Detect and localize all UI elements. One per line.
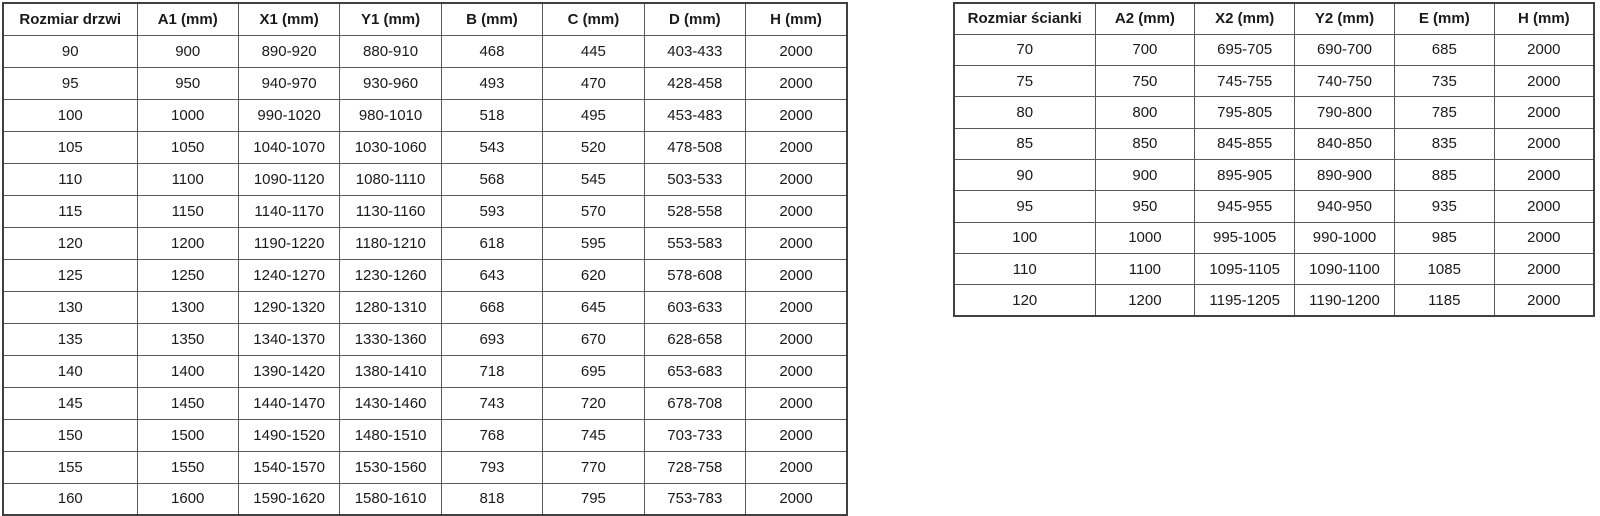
table-cell: 120 <box>954 285 1095 316</box>
table-cell: 1090-1120 <box>238 163 339 195</box>
table-cell: 140 <box>3 355 137 387</box>
table-cell: 930-960 <box>340 67 441 99</box>
table-cell: 840-850 <box>1295 128 1395 159</box>
table-cell: 1580-1610 <box>340 483 441 515</box>
table-cell: 110 <box>3 163 137 195</box>
table-row <box>3 35 847 67</box>
table-cell: 570 <box>543 195 644 227</box>
table-row <box>3 163 847 195</box>
table-cell: 990-1000 <box>1295 222 1395 253</box>
column-header: X2 (mm) <box>1195 3 1295 34</box>
table-cell: 620 <box>543 259 644 291</box>
table-cell: 1030-1060 <box>340 131 441 163</box>
table-row <box>3 259 847 291</box>
table-cell: 95 <box>3 67 137 99</box>
table-cell: 85 <box>954 128 1095 159</box>
table-cell: 745-755 <box>1195 66 1295 97</box>
table-row <box>954 128 1594 159</box>
table-cell: 1480-1510 <box>340 419 441 451</box>
table-cell: 403-433 <box>644 35 745 67</box>
table-cell: 950 <box>1095 191 1195 222</box>
table-cell: 1240-1270 <box>238 259 339 291</box>
column-header: X1 (mm) <box>238 3 339 35</box>
table-cell: 740-750 <box>1295 66 1395 97</box>
table-cell: 695 <box>543 355 644 387</box>
table-cell: 2000 <box>746 259 847 291</box>
table-cell: 850 <box>1095 128 1195 159</box>
table-cell: 1000 <box>1095 222 1195 253</box>
table-cell: 835 <box>1394 128 1494 159</box>
table-cell: 750 <box>1095 66 1195 97</box>
table-cell: 2000 <box>1494 97 1594 128</box>
table-cell: 100 <box>3 99 137 131</box>
table-row <box>3 67 847 99</box>
table-row <box>3 451 847 483</box>
table-cell: 770 <box>543 451 644 483</box>
table-cell: 1300 <box>137 291 238 323</box>
table-cell: 1190-1200 <box>1295 285 1395 316</box>
table-row <box>3 355 847 387</box>
table-cell: 1150 <box>137 195 238 227</box>
table-cell: 670 <box>543 323 644 355</box>
table-cell: 518 <box>441 99 542 131</box>
table-cell: 1430-1460 <box>340 387 441 419</box>
table-cell: 1130-1160 <box>340 195 441 227</box>
table-cell: 1290-1320 <box>238 291 339 323</box>
table-cell: 1050 <box>137 131 238 163</box>
table-cell: 720 <box>543 387 644 419</box>
table-row <box>3 99 847 131</box>
table-cell: 1500 <box>137 419 238 451</box>
table-cell: 990-1020 <box>238 99 339 131</box>
table-cell: 1330-1360 <box>340 323 441 355</box>
column-header: H (mm) <box>1494 3 1594 34</box>
column-header: Rozmiar drzwi <box>3 3 137 35</box>
table-cell: 2000 <box>746 387 847 419</box>
table-cell: 603-633 <box>644 291 745 323</box>
table-cell: 1540-1570 <box>238 451 339 483</box>
table-cell: 2000 <box>1494 66 1594 97</box>
table-cell: 468 <box>441 35 542 67</box>
table-cell: 155 <box>3 451 137 483</box>
table-cell: 728-758 <box>644 451 745 483</box>
table-row <box>954 222 1594 253</box>
table-cell: 2000 <box>1494 191 1594 222</box>
table-cell: 618 <box>441 227 542 259</box>
table-cell: 70 <box>954 34 1095 65</box>
table-cell: 695-705 <box>1195 34 1295 65</box>
table-cell: 135 <box>3 323 137 355</box>
table-cell: 1550 <box>137 451 238 483</box>
table-cell: 100 <box>954 222 1095 253</box>
table-cell: 2000 <box>746 195 847 227</box>
table-cell: 880-910 <box>340 35 441 67</box>
table-cell: 110 <box>954 253 1095 284</box>
column-header: Rozmiar ścianki <box>954 3 1095 34</box>
table-cell: 1400 <box>137 355 238 387</box>
table-cell: 795 <box>543 483 644 515</box>
table-cell: 900 <box>1095 159 1195 190</box>
table-cell: 950 <box>137 67 238 99</box>
table-cell: 568 <box>441 163 542 195</box>
table-cell: 2000 <box>1494 222 1594 253</box>
table-cell: 793 <box>441 451 542 483</box>
table-cell: 895-905 <box>1195 159 1295 190</box>
table-cell: 453-483 <box>644 99 745 131</box>
table-cell: 75 <box>954 66 1095 97</box>
column-header: Y2 (mm) <box>1295 3 1395 34</box>
table-cell: 2000 <box>1494 34 1594 65</box>
table-cell: 845-855 <box>1195 128 1295 159</box>
table-cell: 1600 <box>137 483 238 515</box>
table-cell: 1450 <box>137 387 238 419</box>
table-cell: 1195-1205 <box>1195 285 1295 316</box>
table-cell: 735 <box>1394 66 1494 97</box>
table-cell: 653-683 <box>644 355 745 387</box>
table-cell: 768 <box>441 419 542 451</box>
table-cell: 1090-1100 <box>1295 253 1395 284</box>
door-table-header-row <box>3 3 847 35</box>
table-cell: 718 <box>441 355 542 387</box>
table-cell: 95 <box>954 191 1095 222</box>
table-cell: 940-970 <box>238 67 339 99</box>
table-cell: 2000 <box>1494 285 1594 316</box>
column-header: Y1 (mm) <box>340 3 441 35</box>
table-cell: 493 <box>441 67 542 99</box>
table-cell: 520 <box>543 131 644 163</box>
table-cell: 1340-1370 <box>238 323 339 355</box>
table-cell: 2000 <box>746 419 847 451</box>
column-header: D (mm) <box>644 3 745 35</box>
table-cell: 1490-1520 <box>238 419 339 451</box>
table-cell: 90 <box>3 35 137 67</box>
table-cell: 120 <box>3 227 137 259</box>
table-cell: 1190-1220 <box>238 227 339 259</box>
column-header: C (mm) <box>543 3 644 35</box>
table-row <box>954 285 1594 316</box>
table-cell: 2000 <box>746 291 847 323</box>
table-cell: 2000 <box>746 35 847 67</box>
table-cell: 753-783 <box>644 483 745 515</box>
table-cell: 1080-1110 <box>340 163 441 195</box>
door-size-table <box>2 2 848 516</box>
table-row <box>954 159 1594 190</box>
table-row <box>954 66 1594 97</box>
table-cell: 890-900 <box>1295 159 1395 190</box>
column-header: A1 (mm) <box>137 3 238 35</box>
table-row <box>954 253 1594 284</box>
table-cell: 2000 <box>746 163 847 195</box>
table-cell: 1085 <box>1394 253 1494 284</box>
table-cell: 980-1010 <box>340 99 441 131</box>
table-cell: 1040-1070 <box>238 131 339 163</box>
table-cell: 1380-1410 <box>340 355 441 387</box>
table-cell: 693 <box>441 323 542 355</box>
table-cell: 1230-1260 <box>340 259 441 291</box>
table-cell: 2000 <box>746 99 847 131</box>
table-cell: 1140-1170 <box>238 195 339 227</box>
table-cell: 1180-1210 <box>340 227 441 259</box>
table-cell: 130 <box>3 291 137 323</box>
table-cell: 1100 <box>137 163 238 195</box>
table-cell: 2000 <box>746 483 847 515</box>
table-cell: 1095-1105 <box>1195 253 1295 284</box>
table-cell: 2000 <box>746 451 847 483</box>
table-cell: 2000 <box>1494 159 1594 190</box>
table-cell: 885 <box>1394 159 1494 190</box>
table-cell: 545 <box>543 163 644 195</box>
table-cell: 668 <box>441 291 542 323</box>
table-cell: 945-955 <box>1195 191 1295 222</box>
table-row <box>3 419 847 451</box>
table-cell: 1590-1620 <box>238 483 339 515</box>
table-cell: 528-558 <box>644 195 745 227</box>
table-cell: 125 <box>3 259 137 291</box>
table-cell: 790-800 <box>1295 97 1395 128</box>
table-cell: 1100 <box>1095 253 1195 284</box>
table-cell: 553-583 <box>644 227 745 259</box>
table-row <box>3 227 847 259</box>
table-cell: 1000 <box>137 99 238 131</box>
table-cell: 690-700 <box>1295 34 1395 65</box>
table-cell: 643 <box>441 259 542 291</box>
table-cell: 703-733 <box>644 419 745 451</box>
table-cell: 428-458 <box>644 67 745 99</box>
table-cell: 800 <box>1095 97 1195 128</box>
table-cell: 985 <box>1394 222 1494 253</box>
table-cell: 593 <box>441 195 542 227</box>
table-cell: 890-920 <box>238 35 339 67</box>
table-cell: 1250 <box>137 259 238 291</box>
table-cell: 940-950 <box>1295 191 1395 222</box>
table-cell: 495 <box>543 99 644 131</box>
table-cell: 700 <box>1095 34 1195 65</box>
table-row <box>3 483 847 515</box>
wall-size-table <box>953 2 1595 317</box>
table-cell: 645 <box>543 291 644 323</box>
column-header: H (mm) <box>746 3 847 35</box>
table-row <box>3 195 847 227</box>
table-cell: 478-508 <box>644 131 745 163</box>
table-cell: 2000 <box>746 67 847 99</box>
column-header: E (mm) <box>1394 3 1494 34</box>
table-row <box>954 34 1594 65</box>
table-cell: 2000 <box>1494 253 1594 284</box>
table-cell: 90 <box>954 159 1095 190</box>
table-cell: 80 <box>954 97 1095 128</box>
table-cell: 745 <box>543 419 644 451</box>
table-row <box>954 97 1594 128</box>
table-row <box>954 191 1594 222</box>
table-cell: 503-533 <box>644 163 745 195</box>
table-cell: 1185 <box>1394 285 1494 316</box>
table-row <box>3 387 847 419</box>
table-cell: 1390-1420 <box>238 355 339 387</box>
table-cell: 578-608 <box>644 259 745 291</box>
table-row <box>3 131 847 163</box>
table-cell: 1200 <box>137 227 238 259</box>
table-cell: 595 <box>543 227 644 259</box>
table-cell: 1440-1470 <box>238 387 339 419</box>
table-cell: 785 <box>1394 97 1494 128</box>
table-cell: 160 <box>3 483 137 515</box>
table-cell: 678-708 <box>644 387 745 419</box>
table-cell: 543 <box>441 131 542 163</box>
table-cell: 470 <box>543 67 644 99</box>
table-cell: 935 <box>1394 191 1494 222</box>
table-cell: 2000 <box>746 355 847 387</box>
table-cell: 818 <box>441 483 542 515</box>
table-cell: 795-805 <box>1195 97 1295 128</box>
table-cell: 1280-1310 <box>340 291 441 323</box>
table-cell: 685 <box>1394 34 1494 65</box>
table-cell: 1200 <box>1095 285 1195 316</box>
table-cell: 2000 <box>746 131 847 163</box>
table-cell: 628-658 <box>644 323 745 355</box>
table-cell: 900 <box>137 35 238 67</box>
table-row <box>3 291 847 323</box>
table-cell: 1350 <box>137 323 238 355</box>
table-cell: 2000 <box>1494 128 1594 159</box>
table-cell: 995-1005 <box>1195 222 1295 253</box>
table-cell: 445 <box>543 35 644 67</box>
table-row <box>3 323 847 355</box>
table-cell: 115 <box>3 195 137 227</box>
column-header: A2 (mm) <box>1095 3 1195 34</box>
wall-table-header-row <box>954 3 1594 34</box>
column-header: B (mm) <box>441 3 542 35</box>
table-cell: 2000 <box>746 323 847 355</box>
table-cell: 743 <box>441 387 542 419</box>
table-cell: 105 <box>3 131 137 163</box>
table-cell: 145 <box>3 387 137 419</box>
table-cell: 150 <box>3 419 137 451</box>
table-cell: 1530-1560 <box>340 451 441 483</box>
table-cell: 2000 <box>746 227 847 259</box>
